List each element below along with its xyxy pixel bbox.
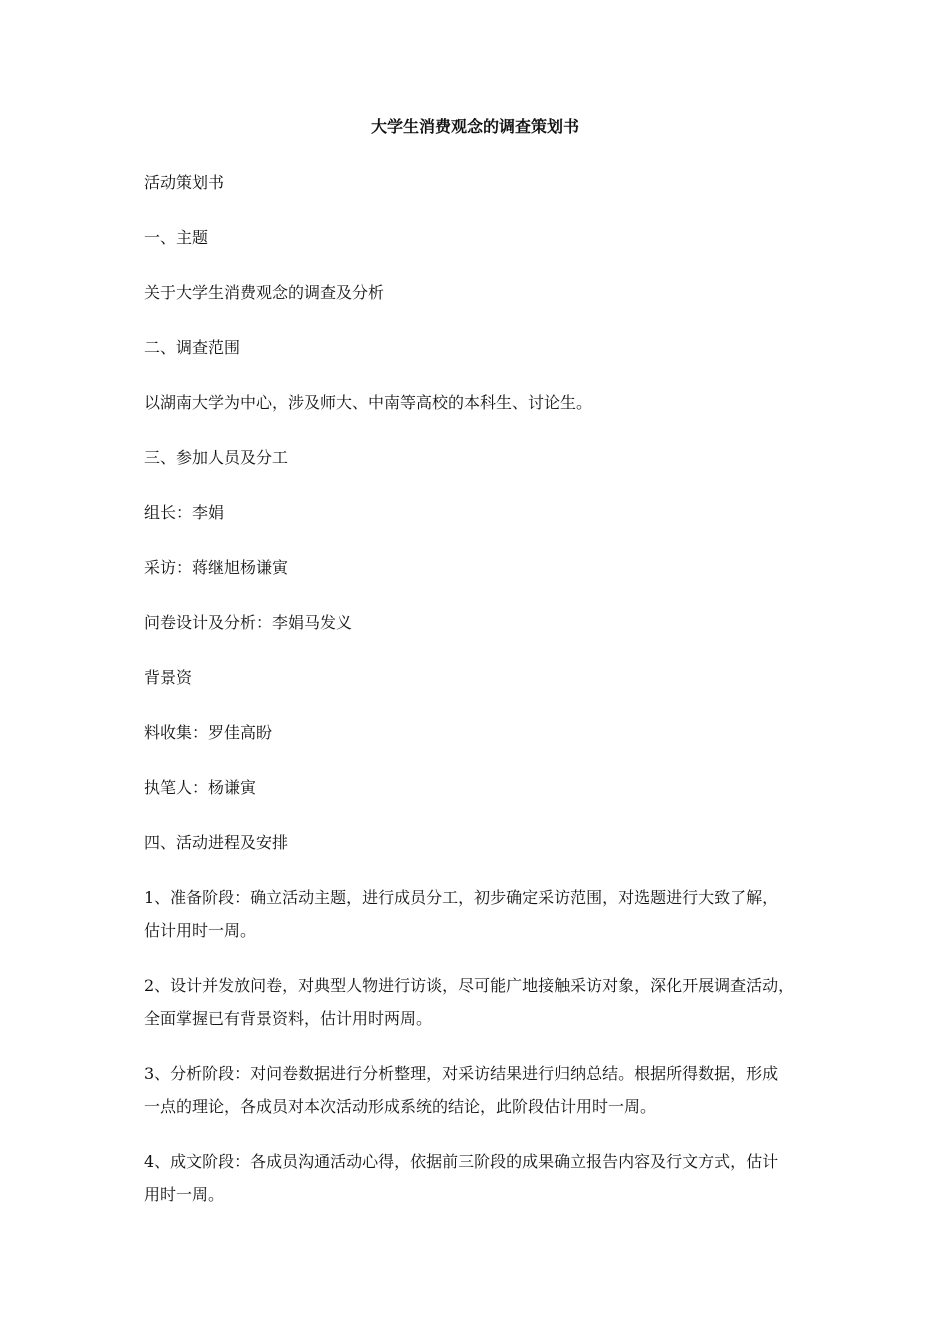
theme-text: 关于大学生消费观念的调查及分析	[144, 283, 385, 302]
member-interview: 采访：蒋继旭杨谦寅	[144, 558, 289, 577]
stage-2-line-1: 2、设计并发放问卷，对典型人物进行访谈，尽可能广地接触采访对象，深化开展调查活动，	[144, 976, 795, 995]
stage-3-line-1: 3、分析阶段：对问卷数据进行分析整理，对采访结果进行归纳总结。根据所得数据，形成	[144, 1064, 779, 1083]
member-background-part2: 料收集：罗佳高盼	[144, 723, 273, 742]
stage-1-paragraph	[144, 881, 812, 947]
section-heading-members: 三、参加人员及分工	[144, 448, 289, 467]
stage-2-line-2: 全面掌握已有背景资料，估计用时两周。	[144, 1009, 433, 1028]
member-leader: 组长：李娟	[144, 503, 225, 522]
stage-1-line-2: 估计用时一周。	[144, 921, 257, 940]
stage-4-line-2: 用时一周。	[144, 1185, 225, 1204]
stage-4-paragraph	[144, 1145, 812, 1211]
member-writer: 执笔人：杨谦寅	[144, 778, 257, 797]
heading-activity-plan: 活动策划书	[144, 173, 225, 192]
stage-4-line-1: 4、成文阶段：各成员沟通活动心得，依据前三阶段的成果确立报告内容及行文方式，估计	[144, 1152, 779, 1171]
stage-3-paragraph	[144, 1057, 812, 1123]
document-title: 大学生消费观念的调查策划书	[370, 117, 579, 136]
member-questionnaire: 问卷设计及分析：李娟马发义	[144, 613, 353, 632]
stage-2-paragraph	[144, 969, 812, 1035]
member-background-part1: 背景资	[144, 668, 193, 687]
section-heading-schedule: 四、活动进程及安排	[144, 833, 289, 852]
scope-text: 以湖南大学为中心，涉及师大、中南等高校的本科生、讨论生。	[144, 393, 593, 412]
section-heading-scope: 二、调查范围	[144, 338, 241, 357]
stage-3-line-2: 一点的理论，各成员对本次活动形成系统的结论，此阶段估计用时一周。	[144, 1097, 657, 1116]
stage-1-line-1: 1、准备阶段：确立活动主题，进行成员分工，初步确定采访范围，对选题进行大致了解，	[144, 888, 779, 907]
section-heading-theme: 一、主题	[144, 228, 209, 247]
